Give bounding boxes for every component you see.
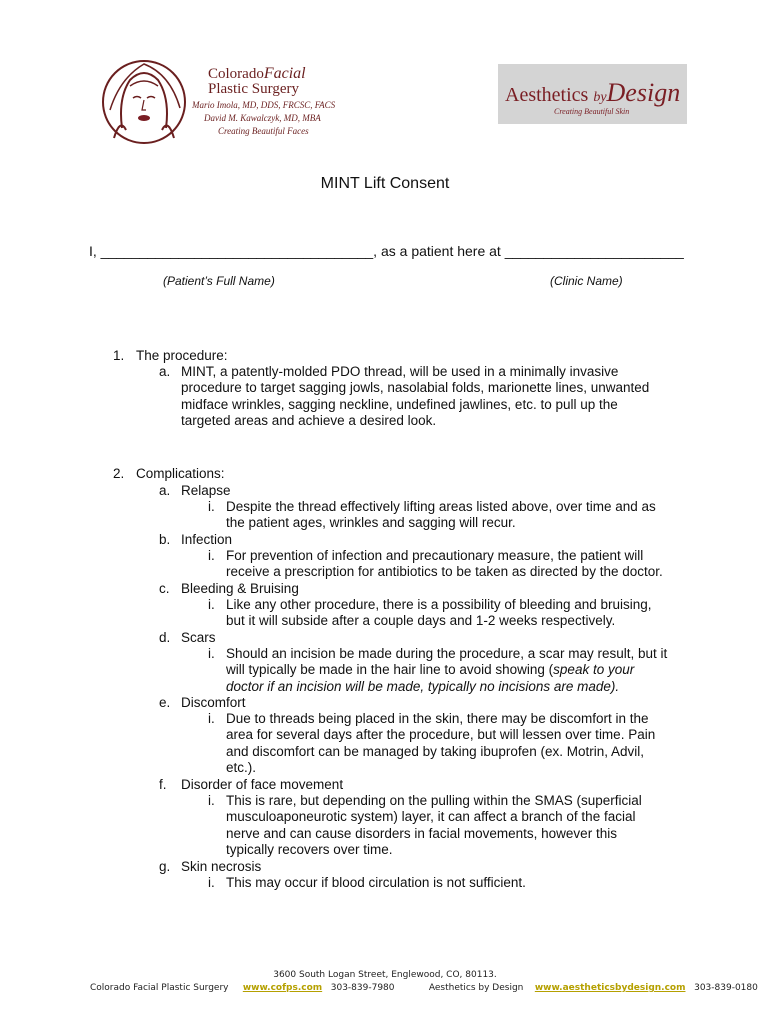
item-marker: a. [159,483,171,498]
page-title: MINT Lift Consent [320,175,450,192]
abd-logo [498,64,687,124]
text-line: midface wrinkles, sagging neckline, undefined jawlines, etc. to pull up the [181,396,618,412]
text-line: and discomfort can be managed by taking ibuprofen (ex. Motrin, Advil, [226,743,644,759]
patient-name-label: (Patient’s Full Name) [163,274,275,288]
item-title: Relapse [181,483,231,498]
section-2-heading: Complications: [136,466,225,481]
subitem-marker: i. [208,793,215,808]
item-title: Scars [181,630,216,645]
subitem-text [226,499,656,532]
abd-name [505,78,680,108]
text-line: This is rare, but depending on the pulling within the SMAS (superficial [226,793,642,808]
item-title: Discomfort [181,695,246,710]
text-line: but it will subside after a couple days and 1-2 weeks respectively. [226,613,616,629]
item-marker: c. [159,581,170,596]
cfps-doctor-1: Mario Imola, MD, DDS, FRCSC, FACS [192,100,336,110]
text-line: Due to threads being placed in the skin, there may be discomfort in the [226,711,649,726]
patient-clinic-line: I, ___________________________________, as a patient here at _______________________ [89,243,684,259]
text-line: etc.). [226,760,257,776]
section-1-heading: The procedure: [136,348,228,363]
subitem-text [226,875,526,891]
face-illustration-icon [100,58,188,146]
item-marker: b. [159,532,171,547]
abd-name-b: Design [606,78,681,107]
text-line: Should an incision be made during the procedure, a scar may result, but it [226,646,668,661]
section-2-number: 2. [113,466,125,481]
abd-tagline: Creating Beautiful Skin [554,107,630,116]
cfps-tagline: Creating Beautiful Faces [218,126,309,136]
footer-contacts [90,983,758,993]
text-line: receive a prescription for antibiotics to be taken as directed by the doctor. [226,564,663,580]
text-segment: will typically be made in the hair line to avoid showing ( [226,662,554,678]
cfps-logo [100,58,335,146]
section-1-a-marker: a. [159,364,171,379]
abd-name-a: Aesthetics [505,84,589,106]
text-line: MINT, a patently-molded PDO thread, will be used in a minimally invasive [181,364,619,379]
subitem-marker: i. [208,597,215,612]
footer-abd-phone: 303-839-0180 [694,983,758,993]
cfps-doctor-2: David M. Kawalczyk, MD, MBA [204,113,321,123]
cfps-name-line2: Plastic Surgery [208,81,299,97]
subitem-marker: i. [208,711,215,726]
footer-address: 3600 South Logan Street, Englewood, CO, 80113. [273,970,497,980]
subitem-text [226,646,667,695]
abd-name-by: by [593,90,607,105]
item-marker: e. [159,695,171,710]
section-1-number: 1. [113,348,125,363]
item-title: Disorder of face movement [181,777,344,792]
subitem-text [226,793,642,859]
cfps-name-line1a: Colorado [208,66,264,82]
text-line: the patient ages, wrinkles and sagging will recur. [226,515,516,531]
item-marker: f. [159,777,167,792]
text-line: targeted areas and achieve a desired look. [181,413,437,429]
text-line: Despite the thread effectively lifting areas listed above, over time and as [226,499,656,514]
text-line: This may occur if blood circulation is not sufficient. [226,875,526,890]
text-segment-italic: speak to your [553,662,635,678]
cfps-name [208,66,306,97]
footer-cfps-link[interactable]: www.cofps.com [242,983,323,993]
text-line: nerve and can cause disorders in facial movements, however this [226,825,617,841]
text-line: doctor if an incision will be made, typically no incisions are made). [226,678,620,694]
subitem-text [226,597,652,630]
item-marker: g. [159,859,171,874]
text-line: musculoaponeurotic system) layer, it can affect a branch of the facial [226,809,636,825]
cfps-name-line1b: Facial [263,65,306,82]
subitem-marker: i. [208,875,215,890]
section-1-a-text [181,364,649,430]
footer-cfps-name: Colorado Facial Plastic Surgery [90,983,229,993]
clinic-name-label: (Clinic Name) [550,274,623,288]
text-line [226,662,667,678]
item-title: Infection [181,532,233,547]
text-line: For prevention of infection and precautionary measure, the patient will [226,548,644,563]
subitem-text [226,548,663,581]
footer-abd-link[interactable]: www.aestheticsbydesign.com [534,983,686,993]
text-line: typically recovers over time. [226,842,393,858]
item-title: Skin necrosis [181,859,262,874]
subitem-marker: i. [208,548,215,563]
text-line: procedure to target sagging jowls, nasolabial folds, marionette lines, unwanted [181,380,650,396]
subitem-marker: i. [208,499,215,514]
item-title: Bleeding & Bruising [181,581,299,596]
item-marker: d. [159,630,171,645]
subitem-marker: i. [208,646,215,661]
footer-cfps-phone: 303-839-7980 [330,983,395,993]
subitem-text [226,711,655,777]
footer-abd-name: Aesthetics by Design [428,983,524,993]
text-line: area for several days after the procedure, but will lessen over time. Pain [226,727,656,743]
text-line: Like any other procedure, there is a possibility of bleeding and bruising, [226,597,652,612]
